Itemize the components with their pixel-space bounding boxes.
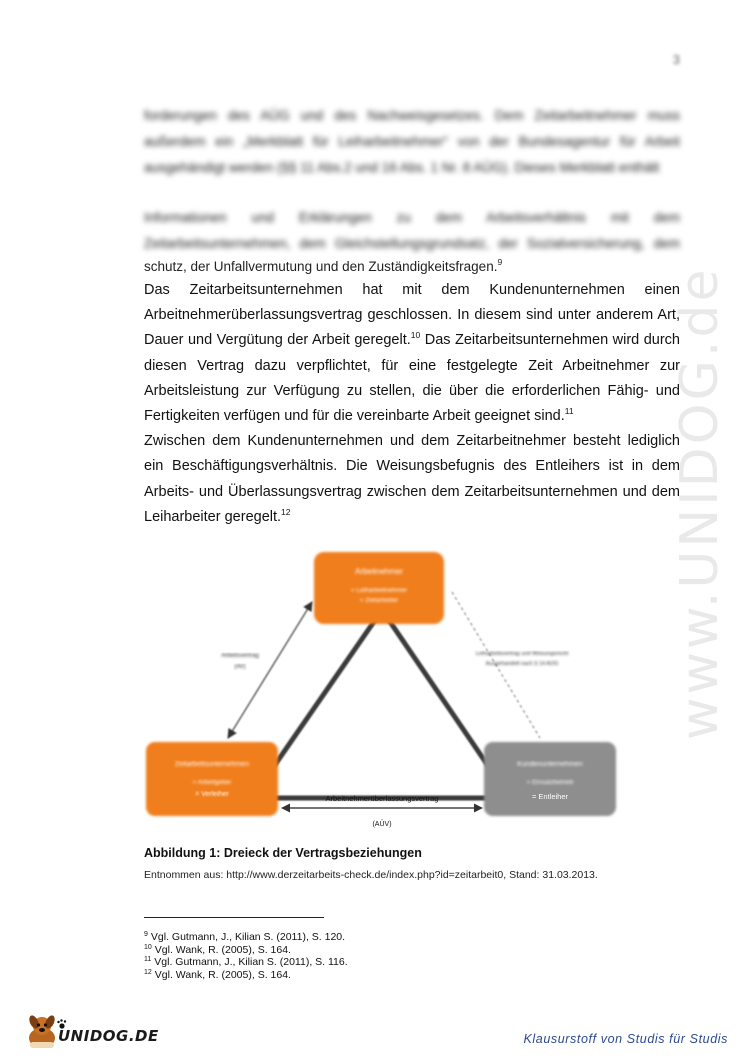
paragraph-text: Zwischen dem Kundenunternehmen und dem Zeitarbeitnehmer besteht lediglich ein Beschäftigungsverhältnis. Die Weisungsbefugnis des Entleihers ist in dem Arbeits- und Überlassungsvertrag zwischen dem Zeitarbeitsunternehmen und dem Leiharbeiter geregelt. [144,433,680,525]
logo-text: UNIDOG.DE [58,1027,159,1045]
box-arbeitnehmer-sub2: = Zeitarbeiter [359,597,399,604]
footnote-divider [144,917,324,918]
partial-line-text: schutz, der Unfallvermutung und den Zuständigkeitsfragen. [144,259,498,274]
edge-label-weisungsrecht: Leiharbeitsvertrag und Weisungsrecht [475,651,569,657]
footnote-ref: 12 [281,506,291,517]
box-kundenunternehmen-title: Kundenunternehmen [517,761,583,768]
blurred-paragraph [144,205,680,255]
dog-icon [27,1014,56,1048]
footnote-item [144,931,348,944]
footnotes [144,931,348,981]
box-zeitarbeitsunternehmen-title: Zeitarbeitsunternehmen [175,761,249,768]
watermark: www.UNIDOG.de [670,266,730,740]
box-kundenunternehmen-sub1: = Einsatzbetrieb [526,779,574,786]
blurred-paragraph-text: Informationen und Erklärungen zu dem Arbeitsverhältnis mit dem Zeitarbeitsunternehmen, dem Gleichstellungsgrundsatz, der Sozialversicherung, dem [144,210,680,251]
edge-label-aueg: Ausgehandelt nach § 14 AÜG [485,661,559,667]
box-zeitarbeitsunternehmen-sub1: = Arbeitgeber [192,779,232,786]
paragraph [144,429,680,530]
edge-label-arbeitsvertrag: Arbeitsvertrag [221,653,259,659]
footnote-ref: 9 [497,257,503,267]
footnote-item [144,944,348,957]
paragraph-text: Das Zeitarbeitsunternehmen wird durch diesen Vertrag dazu verpflichtet, für eine festgelegte Zeit Arbeitnehmer zur Arbeitsleistung zur Verfügung zu stellen, die über die erforderlichen Fähig- und Fertigkeiten verfügen und für die vereinbarte Arbeit geeignet sind. [144,332,680,425]
footnote-number: 11 [144,956,152,964]
box-arbeitnehmer-title: Arbeitnehmer [354,567,404,576]
footnote-ref: 11 [564,406,574,417]
blurred-paragraph-text: forderungen des AÜG und des Nachweisgesetzes. Dem Zeitarbeitnehmer muss außerdem ein „Merkblatt für Leiharbeitnehmer“ von der Bundesagentur für Arbeit ausgehändigt werden (§§ 11 Abs.2 und 16 Abs. 1 Nr. 8 AÜG). Dieses Merkblatt enthält [144,108,680,175]
body-text [144,278,680,530]
figure-caption: Abbildung 1: Dreieck der Vertragsbeziehungen [144,846,422,860]
bottom-edge-label: Arbeitnehmerüberlassungsvertrag [325,794,439,803]
footnote-item [144,956,348,969]
footer-tagline: Klausurstoff von Studis für Studis [523,1032,728,1046]
box-kundenunternehmen-sub2: = Entleiher [531,792,569,801]
box-arbeitnehmer-sub1: = Leiharbeitnehmer [350,587,408,594]
figure-source: Entnommen aus: http://www.derzeitarbeits-check.de/index.php?id=zeitarbeit0, Stand: 31.03.2013. [144,869,598,881]
footnote-number: 9 [144,931,148,938]
footnote-item [144,969,348,982]
footnote-number: 10 [144,943,152,951]
triangle-shape [252,610,510,798]
footnote-number: 12 [144,968,152,976]
footnote-text: Vgl. Wank, R. (2005), S. 164. [154,968,291,981]
footnote-text: Vgl. Wank, R. (2005), S. 164. [154,943,291,956]
paragraph-text: Das Zeitarbeitsunternehmen hat mit dem Kundenunternehmen einen Arbeitnehmerüberlassungsvertrag geschlossen. In diesem sind unter anderem Art, Dauer und Vergütung der Arbeit geregelt. [144,282,680,349]
bottom-edge-sublabel: (AÜV) [372,821,392,828]
left-arrow-line [228,602,312,738]
footnote-text: Vgl. Gutmann, J., Kilian S. (2011), S. 116. [154,956,348,969]
page-number: 3 [672,52,680,67]
footnote-ref: 10 [410,330,421,341]
partial-line [144,255,680,277]
box-zeitarbeitsunternehmen-sub2: = Verleiher [195,791,229,798]
edge-label-av: (AV) [234,664,246,670]
paragraph [144,278,680,429]
footnote-text: Vgl. Gutmann, J., Kilian S. (2011), S. 120. [150,931,346,943]
blurred-paragraph [144,103,680,181]
contract-triangle-diagram [142,542,622,832]
